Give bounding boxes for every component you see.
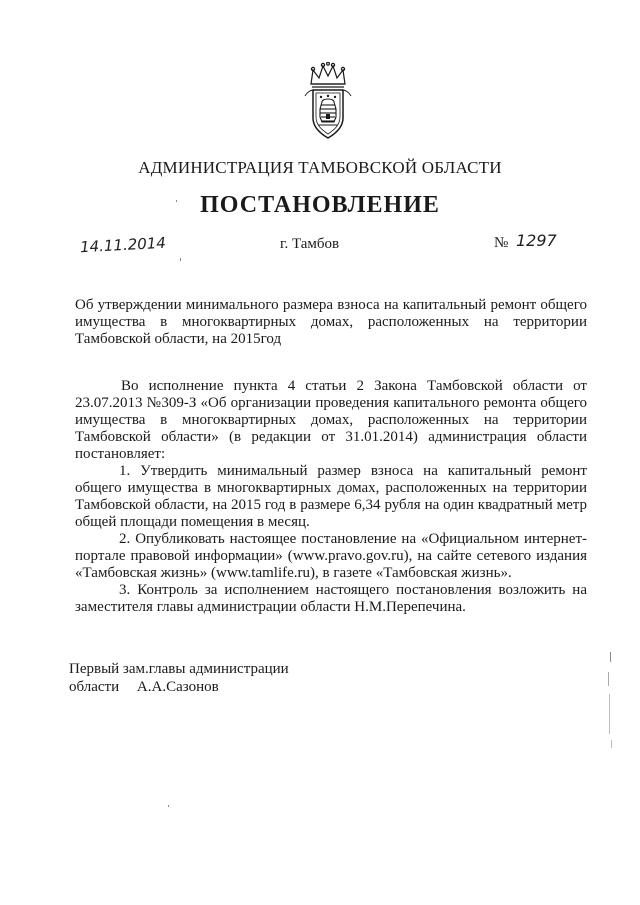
signatory-name: А.А.Сазонов [136,679,219,695]
document-subject: Об утверждении минимального размера взноса на капитальный ремонт общего имущества в многоквартирных домах, расположенных на территории Тамбовской области, на 2015год [75,297,587,347]
scan-speck [609,694,610,734]
list-item: 3. Контроль за исполнением настоящего постановления возложить на заместителя главы администрации области Н.М.Перепечина. [75,582,587,615]
organization-title: АДМИНИСТРАЦИЯ ТАМБОВСКОЙ ОБЛАСТИ [138,158,502,177]
scan-speck [608,672,609,686]
document-number: 1297 [516,231,557,250]
preamble-paragraph: Во исполнение пункта 4 статьи 2 Закона Тамбовской области от 23.07.2013 №309-З «Об организации проведения капитального ремонта общего имущества в многоквартирных домах, расположенных на территории Тамбовской области» (в редакции от 31.01.2014) администрация области постановляет: [75,378,587,462]
signature-block [69,660,289,696]
tambov-coat-of-arms-icon [301,62,355,140]
document-number-prefix: № [494,235,509,251]
scan-speck [610,652,611,662]
document-type-title: ПОСТАНОВЛЕНИЕ [200,192,440,218]
document-date: 14.11.2014 [79,233,167,257]
document-body [75,378,587,616]
scan-speck [168,805,169,807]
scan-speck [611,740,612,748]
document-city: г. Тамбов [280,236,340,252]
signatory-position: Первый зам.главы администрации [69,661,289,677]
scan-speck [180,258,181,261]
list-item: 1. Утвердить минимальный размер взноса на капитальный ремонт общего имущества в многоквартирных домах, расположенных на территории Тамбовской области, на 2015 год в размере 6,34 рубля на один квадратный метр общей площади помещения в месяц. [75,463,587,530]
scan-speck [176,200,177,202]
list-item: 2. Опубликовать настоящее постановление на «Официальном интернет-портале правовой информации» (www.pravo.gov.ru), на сайте сетевого издания «Тамбовская жизнь» (www.tamlife.ru), в газете «Тамбовская жизнь». [75,531,587,581]
signatory-position-cont: области [69,679,120,695]
